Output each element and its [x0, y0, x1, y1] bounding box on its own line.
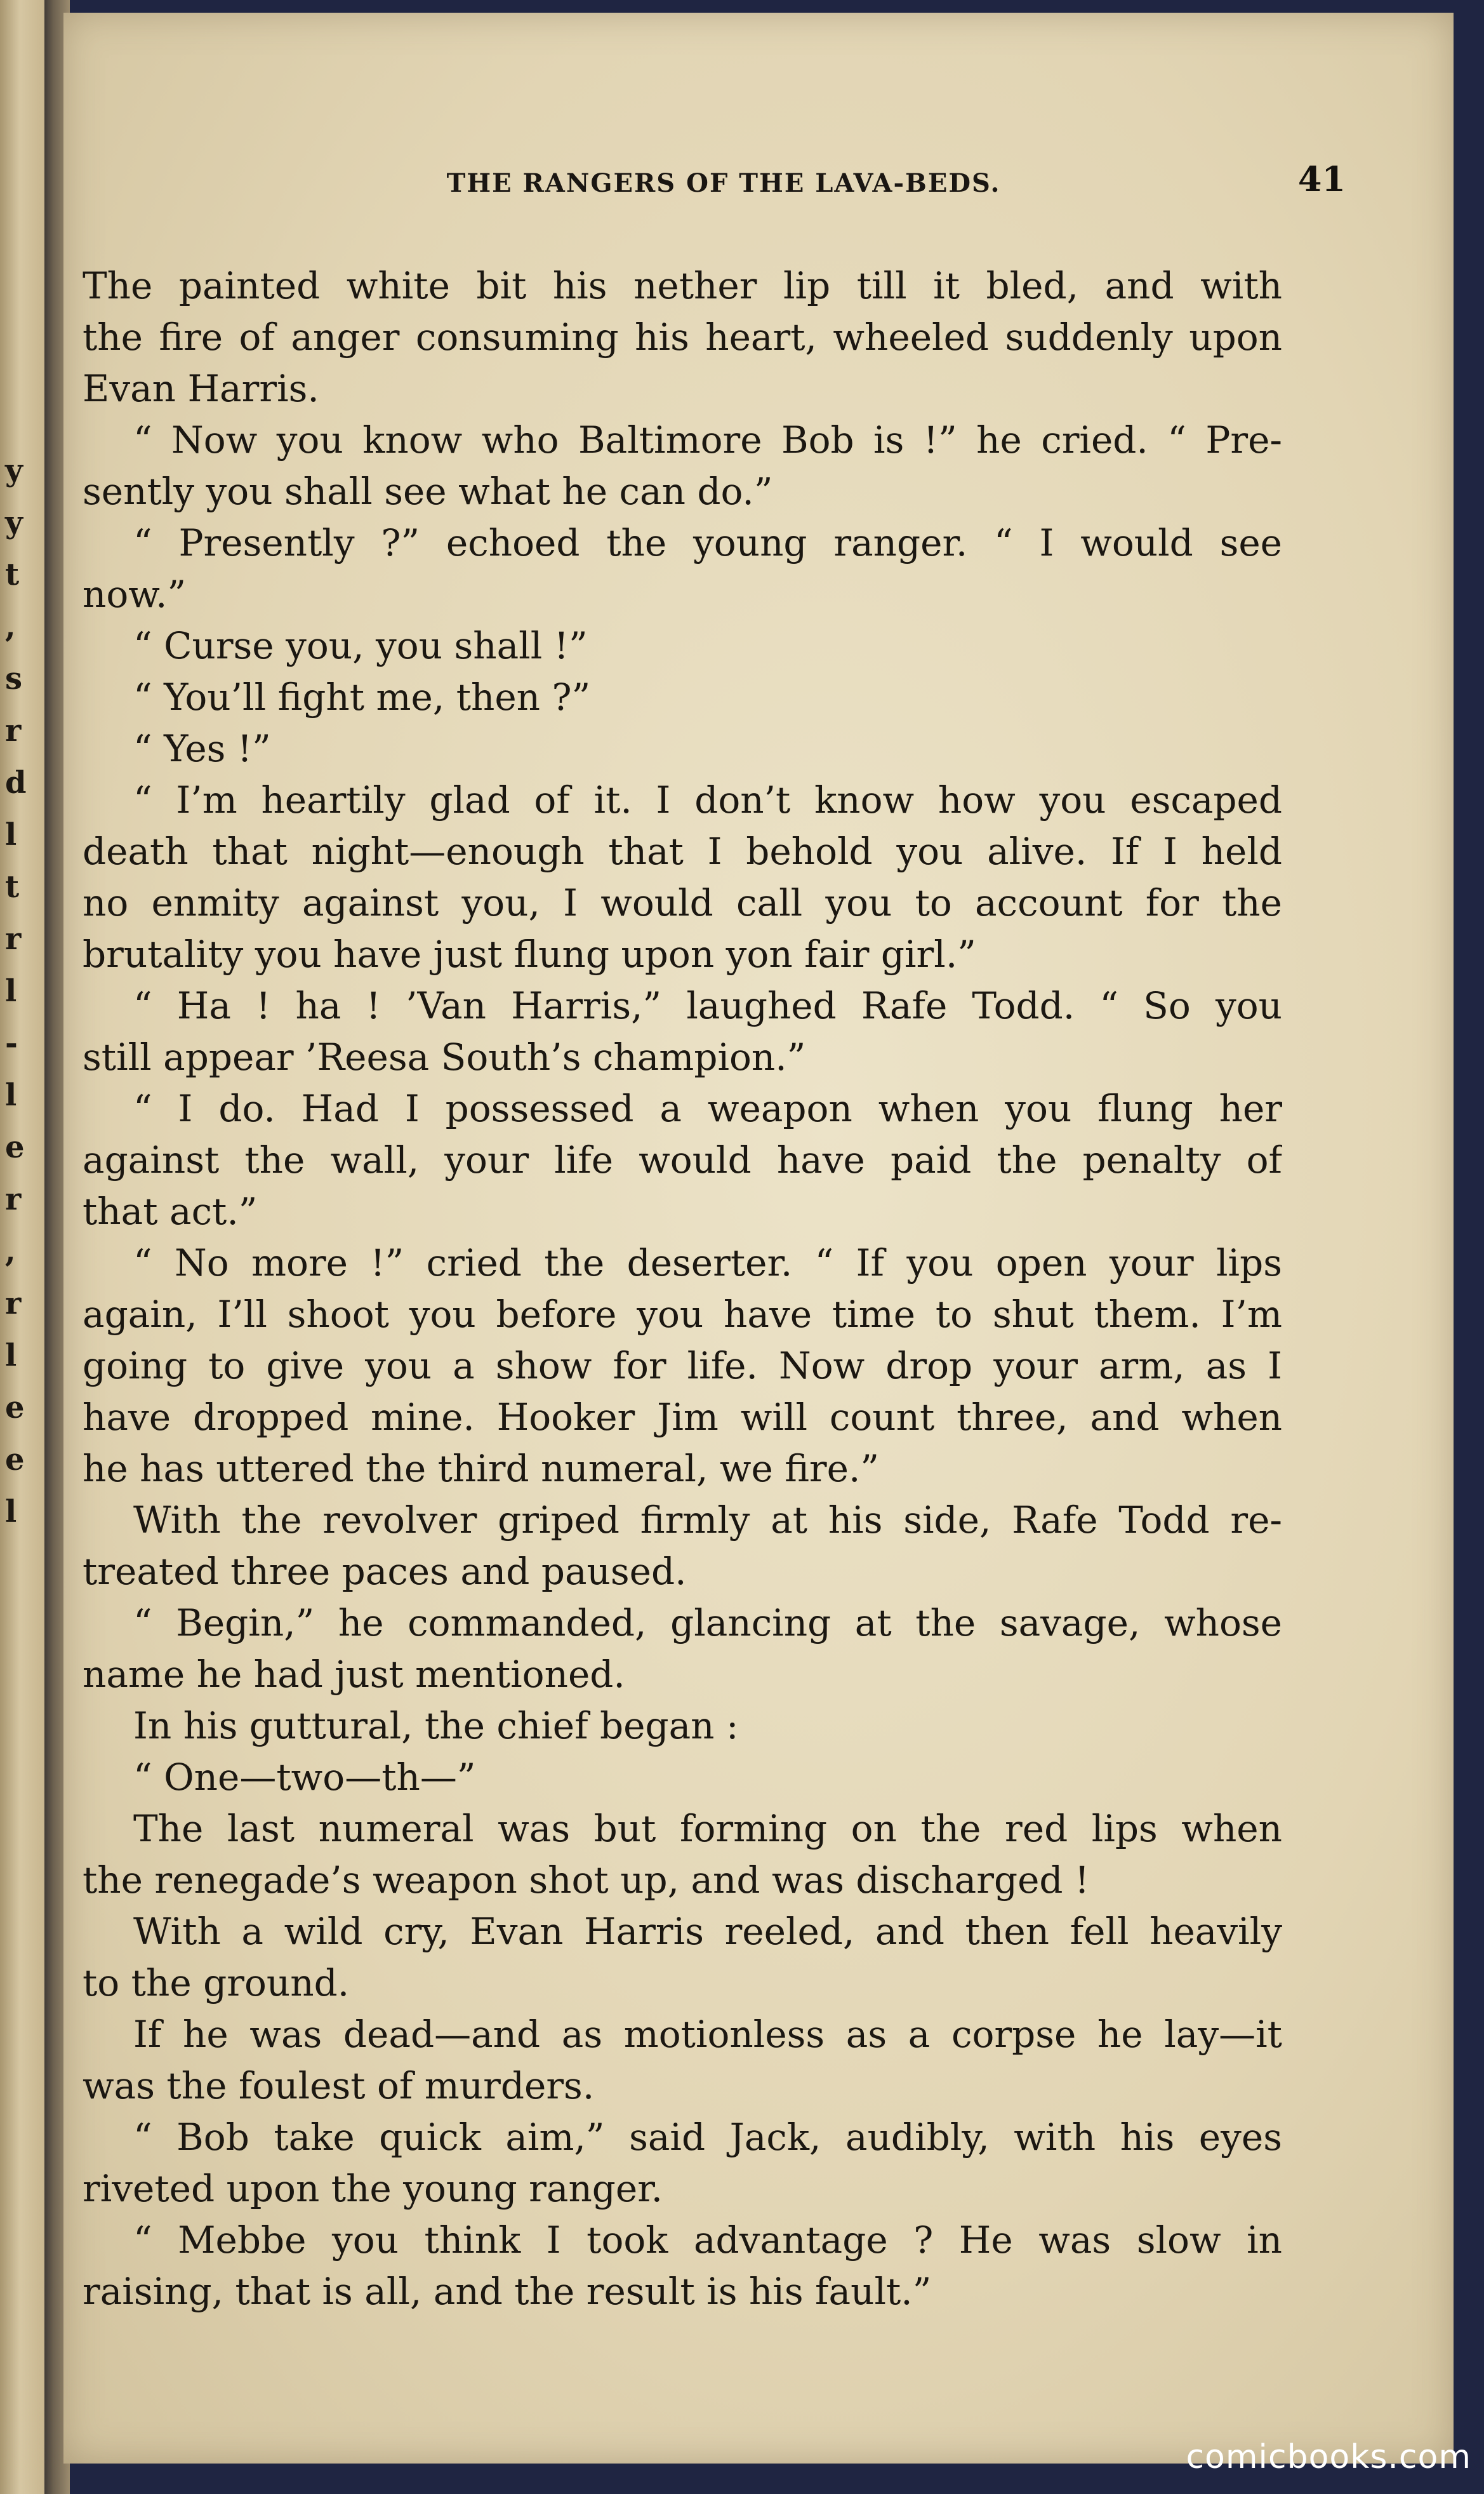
text-line: “ Now you know who Baltimore Bob is !” he cried. “ Pre- — [133, 418, 1282, 462]
text-line: With a wild cry, Evan Harris reeled, and then fell heavily — [133, 1910, 1282, 1953]
text-line: “ Curse you, you shall !” — [133, 624, 588, 667]
text-line: against the wall, your life would have paid the penalty of — [83, 1138, 1282, 1182]
text-line: brutality you have just flung upon yon fair girl.” — [83, 933, 976, 976]
text-line: sently you shall see what he can do.” — [83, 470, 773, 513]
text-line: have dropped mine. Hooker Jim will count three, and when — [83, 1396, 1282, 1439]
paragraph — [83, 775, 1282, 980]
text-line: going to give you a show for life. Now drop your arm, as I — [83, 1344, 1282, 1387]
text-line: The last numeral was but forming on the red lips when — [133, 1807, 1282, 1850]
running-head: THE RANGERS OF THE LAVA-BEDS. — [446, 168, 1001, 198]
paragraph — [83, 1752, 1282, 1803]
text-line: The painted white bit his nether lip till it bled, and with — [83, 264, 1282, 307]
facing-page-letters: y y t , s r d l t r l - l e r , r l e e l — [5, 453, 27, 1530]
book-page — [63, 13, 1454, 2464]
facing-page-edge — [0, 0, 44, 2494]
text-line: In his guttural, the chief began : — [133, 1704, 739, 1747]
text-line: that act.” — [83, 1190, 258, 1233]
paragraph — [83, 2112, 1282, 2215]
body-text — [83, 260, 1282, 2317]
text-line: “ Presently ?” echoed the young ranger. “ I would see — [133, 521, 1282, 564]
text-line: “ I do. Had I possessed a weapon when you flung her — [133, 1087, 1282, 1130]
text-line: he has uttered the third numeral, we fire.” — [83, 1447, 880, 1490]
page-number: 41 — [1297, 159, 1346, 199]
text-line: “ Yes !” — [133, 727, 271, 770]
paragraph — [83, 1083, 1282, 1237]
text-line: name he had just mentioned. — [83, 1653, 625, 1696]
paragraph — [83, 1495, 1282, 1597]
text-line: If he was dead—and as motionless as a corpse he lay—it — [133, 2013, 1282, 2056]
text-line: Evan Harris. — [83, 367, 319, 410]
text-line: “ No more !” cried the deserter. “ If you open your lips — [133, 1241, 1282, 1284]
text-line: was the foulest of murders. — [83, 2064, 595, 2107]
paragraph — [83, 2215, 1282, 2317]
paragraph — [83, 1597, 1282, 1700]
text-line: raising, that is all, and the result is his fault.” — [83, 2270, 932, 2313]
text-line: “ Bob take quick aim,” said Jack, audibly, with his eyes — [133, 2116, 1282, 2159]
paragraph — [83, 723, 1282, 775]
text-line: “ Begin,” he commanded, glancing at the savage, whose — [133, 1601, 1282, 1644]
text-line: again, I’ll shoot you before you have time to shut them. I’m — [83, 1293, 1282, 1336]
text-line: “ One—two—th—” — [133, 1756, 476, 1799]
paragraph — [83, 1237, 1282, 1495]
text-line: still appear ’Reesa South’s champion.” — [83, 1036, 806, 1079]
paragraph — [83, 672, 1282, 723]
text-line: With the revolver griped firmly at his side, Rafe Todd re- — [133, 1498, 1282, 1542]
text-line: death that night—enough that I behold you alive. If I held — [83, 830, 1282, 873]
text-line: to the ground. — [83, 1961, 350, 2004]
paragraph — [83, 1906, 1282, 2009]
paragraph — [83, 260, 1282, 415]
text-line: no enmity against you, I would call you to account for the — [83, 881, 1282, 924]
paragraph — [83, 1700, 1282, 1752]
text-line: the renegade’s weapon shot up, and was discharged ! — [83, 1858, 1090, 1902]
text-line: “ You’ll fight me, then ?” — [133, 676, 591, 719]
paragraph — [83, 620, 1282, 672]
text-line: “ Ha ! ha ! ’Van Harris,” laughed Rafe Todd. “ So you — [133, 984, 1282, 1027]
text-line: “ Mebbe you think I took advantage ? He was slow in — [133, 2218, 1282, 2262]
text-line: riveted upon the young ranger. — [83, 2167, 663, 2210]
text-line: the fire of anger consuming his heart, wheeled suddenly upon — [83, 316, 1282, 359]
paragraph — [83, 517, 1282, 620]
text-line: now.” — [83, 573, 187, 616]
paragraph — [83, 980, 1282, 1083]
watermark: comicbooks.com — [1186, 2438, 1471, 2476]
paragraph — [83, 1803, 1282, 1906]
text-line: treated three paces and paused. — [83, 1550, 687, 1593]
paragraph — [83, 415, 1282, 517]
text-line: “ I’m heartily glad of it. I don’t know how you escaped — [133, 778, 1282, 822]
paragraph — [83, 2009, 1282, 2112]
